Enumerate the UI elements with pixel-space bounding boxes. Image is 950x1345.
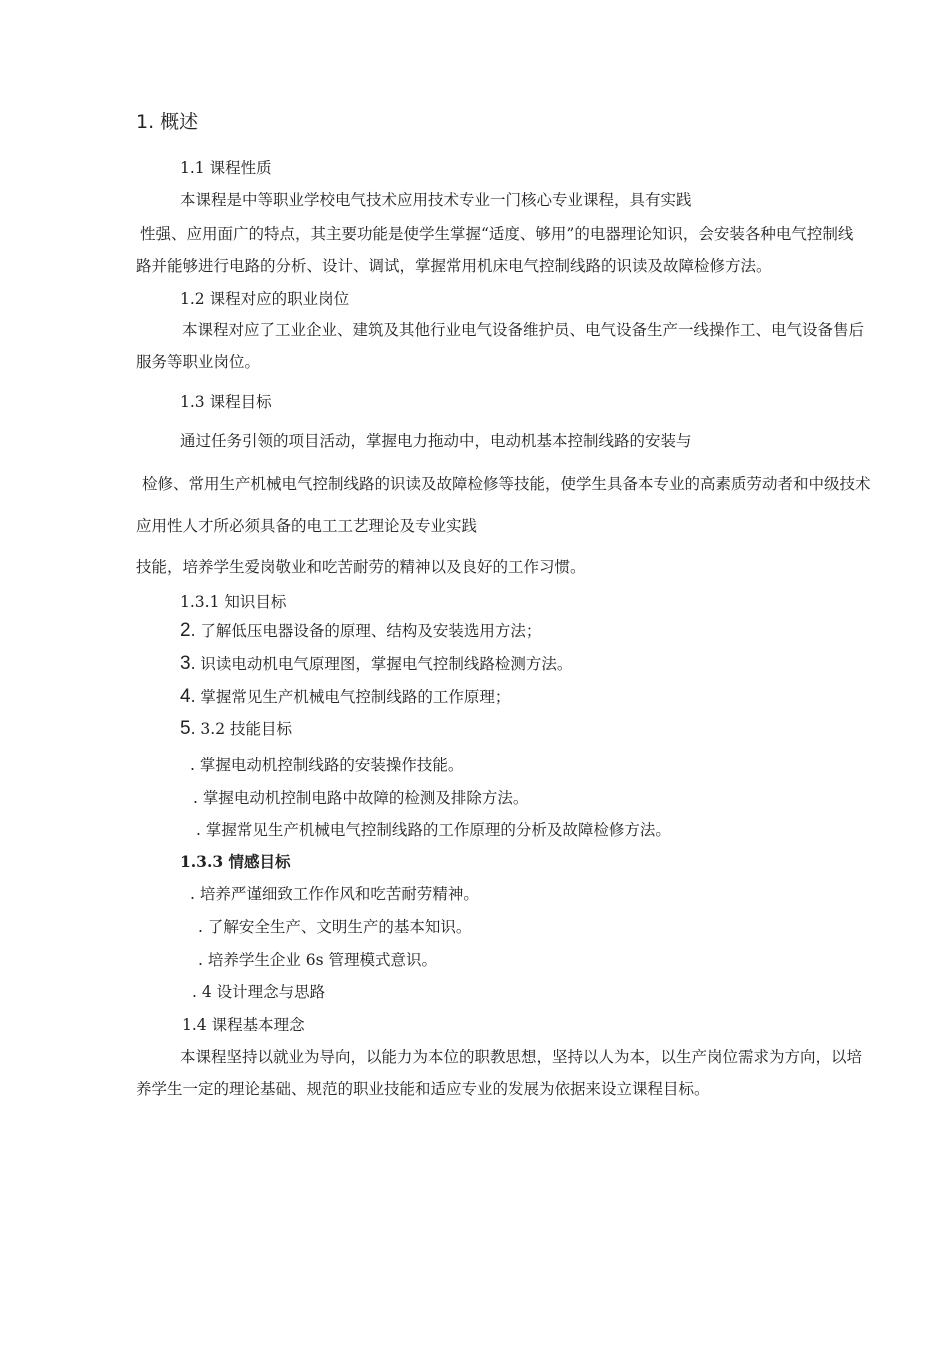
list-text: . 掌握常见生产机械电气控制线路的工作原理； (190, 688, 511, 706)
list-item (180, 621, 541, 641)
list-item (180, 687, 510, 707)
section-heading: 1. 概述 (136, 111, 199, 133)
list-number: 5 (180, 718, 191, 739)
list-item: . 掌握电动机控制线路的安装操作技能。 (190, 756, 464, 774)
paragraph-line: 技能，培养学生爱岗敬业和吃苦耐劳的精神以及良好的工作习惯。 (136, 558, 586, 576)
paragraph-line: 应用性人才所必须具备的电工工艺理论及专业实践 (136, 517, 478, 535)
paragraph-line: 养学生一定的理论基础、规范的职业技能和适应专业的发展为依据来设立课程目标。 (136, 1080, 710, 1098)
paragraph-line: 本课程对应了工业企业、建筑及其他行业电气设备维护员、电气设备生产一线操作工、电气设备售后 (182, 321, 865, 339)
list-item (180, 719, 292, 739)
paragraph-line: 检修、常用生产机械电气控制线路的识读及故障检修等技能，使学生具备本专业的高素质劳动者和中级技术 (142, 475, 871, 493)
list-item (180, 654, 572, 674)
paragraph-line: 本课程坚持以就业为导向，以能力为本位的职教思想，坚持以人为本，以生产岗位需求为方向，以培 (180, 1048, 863, 1066)
list-item: . 了解安全生产、文明生产的基本知识。 (198, 918, 472, 936)
list-item: . 掌握常见生产机械电气控制线路的工作原理的分析及故障检修方法。 (196, 821, 671, 839)
paragraph-line: 性强、应用面广的特点，其主要功能是使学生掌握“适度、够用”的电器理论知识，会安装各种电气控制线 (140, 225, 854, 243)
list-text: . 了解低压电器设备的原理、结构及安装选用方法； (190, 622, 542, 640)
subsection-title-1-3-1: 1.3.1 知识目标 (180, 593, 287, 611)
list-number: 2 (180, 620, 191, 641)
list-text: . 识读电动机电气原理图，掌握电气控制线路检测方法。 (190, 655, 573, 673)
subsection-title-1-1: 1.1 课程性质 (180, 159, 272, 177)
subsection-title-design: . 4 设计理念与思路 (192, 983, 326, 1001)
list-item: . 培养学生企业 6s 管理模式意识。 (198, 951, 438, 969)
list-number: 4 (180, 686, 191, 707)
paragraph-line: 路并能够进行电路的分析、设计、调试，掌握常用机床电气控制线路的识读及故障检修方法。 (136, 257, 772, 275)
subsection-title-1-2: 1.2 课程对应的职业岗位 (180, 290, 350, 308)
list-text: . 3.2 技能目标 (190, 720, 293, 738)
paragraph-line: 本课程是中等职业学校电气技术应用技术专业一门核心专业课程，具有实践 (180, 191, 692, 209)
subsection-title-1-3: 1.3 课程目标 (180, 393, 272, 411)
subsection-title-1-3-3: 1.3.3 情感目标 (180, 852, 291, 871)
paragraph-line: 服务等职业岗位。 (136, 353, 261, 371)
paragraph-line: 通过任务引领的项目活动，掌握电力拖动中，电动机基本控制线路的安装与 (180, 432, 692, 450)
subsection-title-1-4: 1.4 课程基本理念 (182, 1016, 305, 1034)
list-item: . 掌握电动机控制电路中故障的检测及排除方法。 (193, 789, 529, 807)
list-item: . 培养严谨细致工作作风和吃苦耐劳精神。 (190, 885, 479, 903)
list-number: 3 (180, 653, 191, 674)
